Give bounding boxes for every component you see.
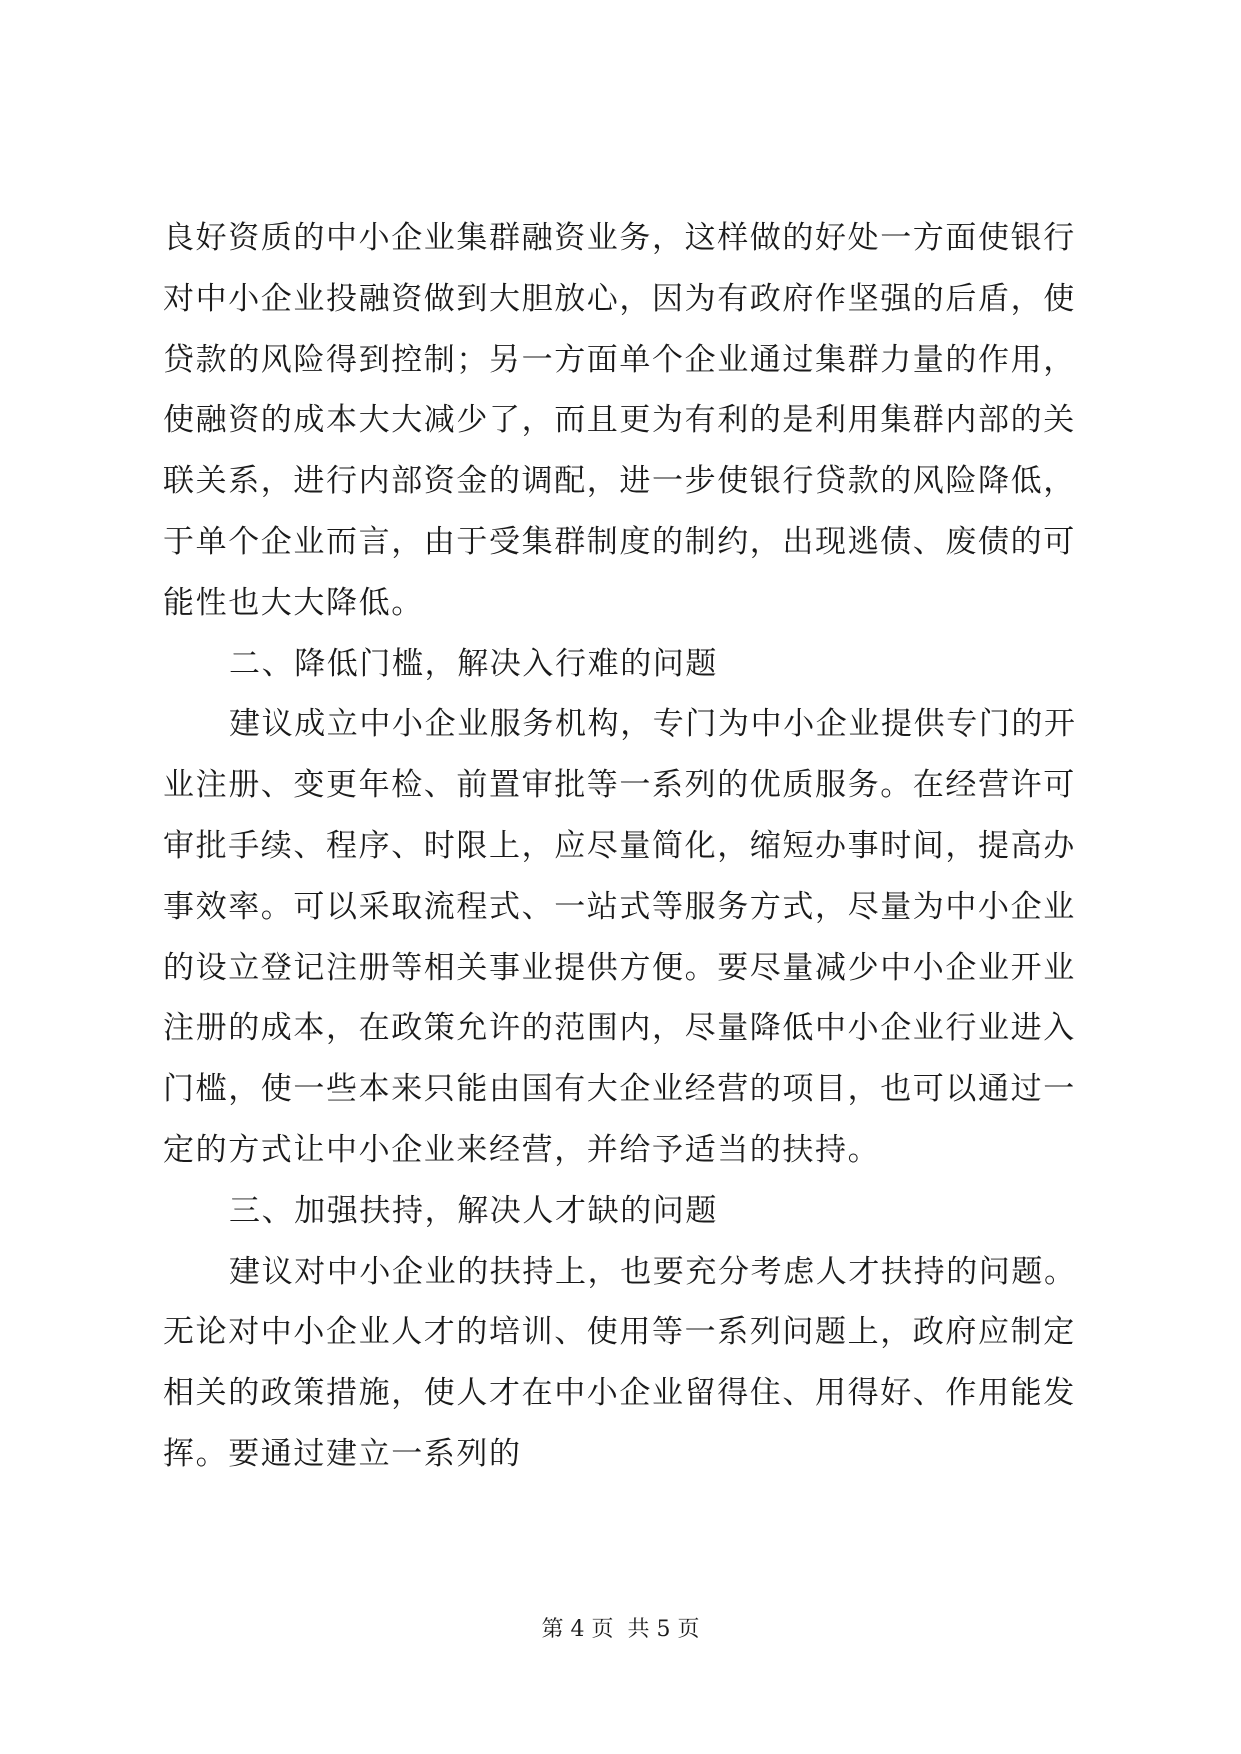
paragraph-line: 审批手续、程序、时限上，应尽量简化，缩短办事时间，提高办 bbox=[163, 827, 1076, 864]
paragraph-line: 相关的政策措施，使人才在中小企业留得住、用得好、作用能发 bbox=[163, 1375, 1076, 1412]
paragraph-line: 贷款的风险得到控制；另一方面单个企业通过集群力量的作用， bbox=[163, 341, 1076, 378]
page-footer bbox=[0, 1612, 1241, 1643]
paragraph-line: 门槛，使一些本来只能由国有大企业经营的项目，也可以通过一 bbox=[163, 1071, 1076, 1108]
section-heading: 二、降低门槛，解决入行难的问题 bbox=[229, 645, 718, 682]
paragraph-line: 良好资质的中小企业集群融资业务，这样做的好处一方面使银行 bbox=[163, 220, 1076, 256]
paragraph-line: 建议对中小企业的扶持上，也要充分考虑人才扶持的问题。 bbox=[229, 1253, 1077, 1290]
page-number: 第 4 页 共 5 页 bbox=[541, 1617, 700, 1642]
paragraph-line: 事效率。可以采取流程式、一站式等服务方式，尽量为中小企业 bbox=[163, 888, 1076, 925]
document-body bbox=[163, 208, 1093, 1485]
paragraph-line: 注册的成本，在政策允许的范围内，尽量降低中小企业行业进入 bbox=[163, 1010, 1076, 1047]
paragraph-line: 无论对中小企业人才的培训、使用等一系列问题上，政府应制定 bbox=[163, 1314, 1076, 1351]
paragraph-line: 能性也大大降低。 bbox=[163, 584, 424, 621]
paragraph-line: 建议成立中小企业服务机构，专门为中小企业提供专门的开 bbox=[229, 706, 1077, 743]
paragraph-line: 联关系，进行内部资金的调配，进一步使银行贷款的风险降低， bbox=[163, 463, 1076, 500]
paragraph-line: 定的方式让中小企业来经营，并给予适当的扶持。 bbox=[163, 1131, 881, 1168]
paragraph-line: 业注册、变更年检、前置审批等一系列的优质服务。在经营许可 bbox=[163, 767, 1076, 804]
paragraph-line: 对中小企业投融资做到大胆放心，因为有政府作坚强的后盾，使 bbox=[163, 280, 1076, 317]
section-heading: 三、加强扶持，解决人才缺的问题 bbox=[229, 1192, 718, 1229]
paragraph-line: 使融资的成本大大减少了，而且更为有利的是利用集群内部的关 bbox=[163, 402, 1076, 439]
paragraph-line: 挥。要通过建立一系列的 bbox=[163, 1435, 522, 1472]
paragraph-line: 于单个企业而言，由于受集群制度的制约，出现逃债、废债的可 bbox=[163, 523, 1076, 560]
paragraph-line: 的设立登记注册等相关事业提供方便。要尽量减少中小企业开业 bbox=[163, 949, 1076, 986]
